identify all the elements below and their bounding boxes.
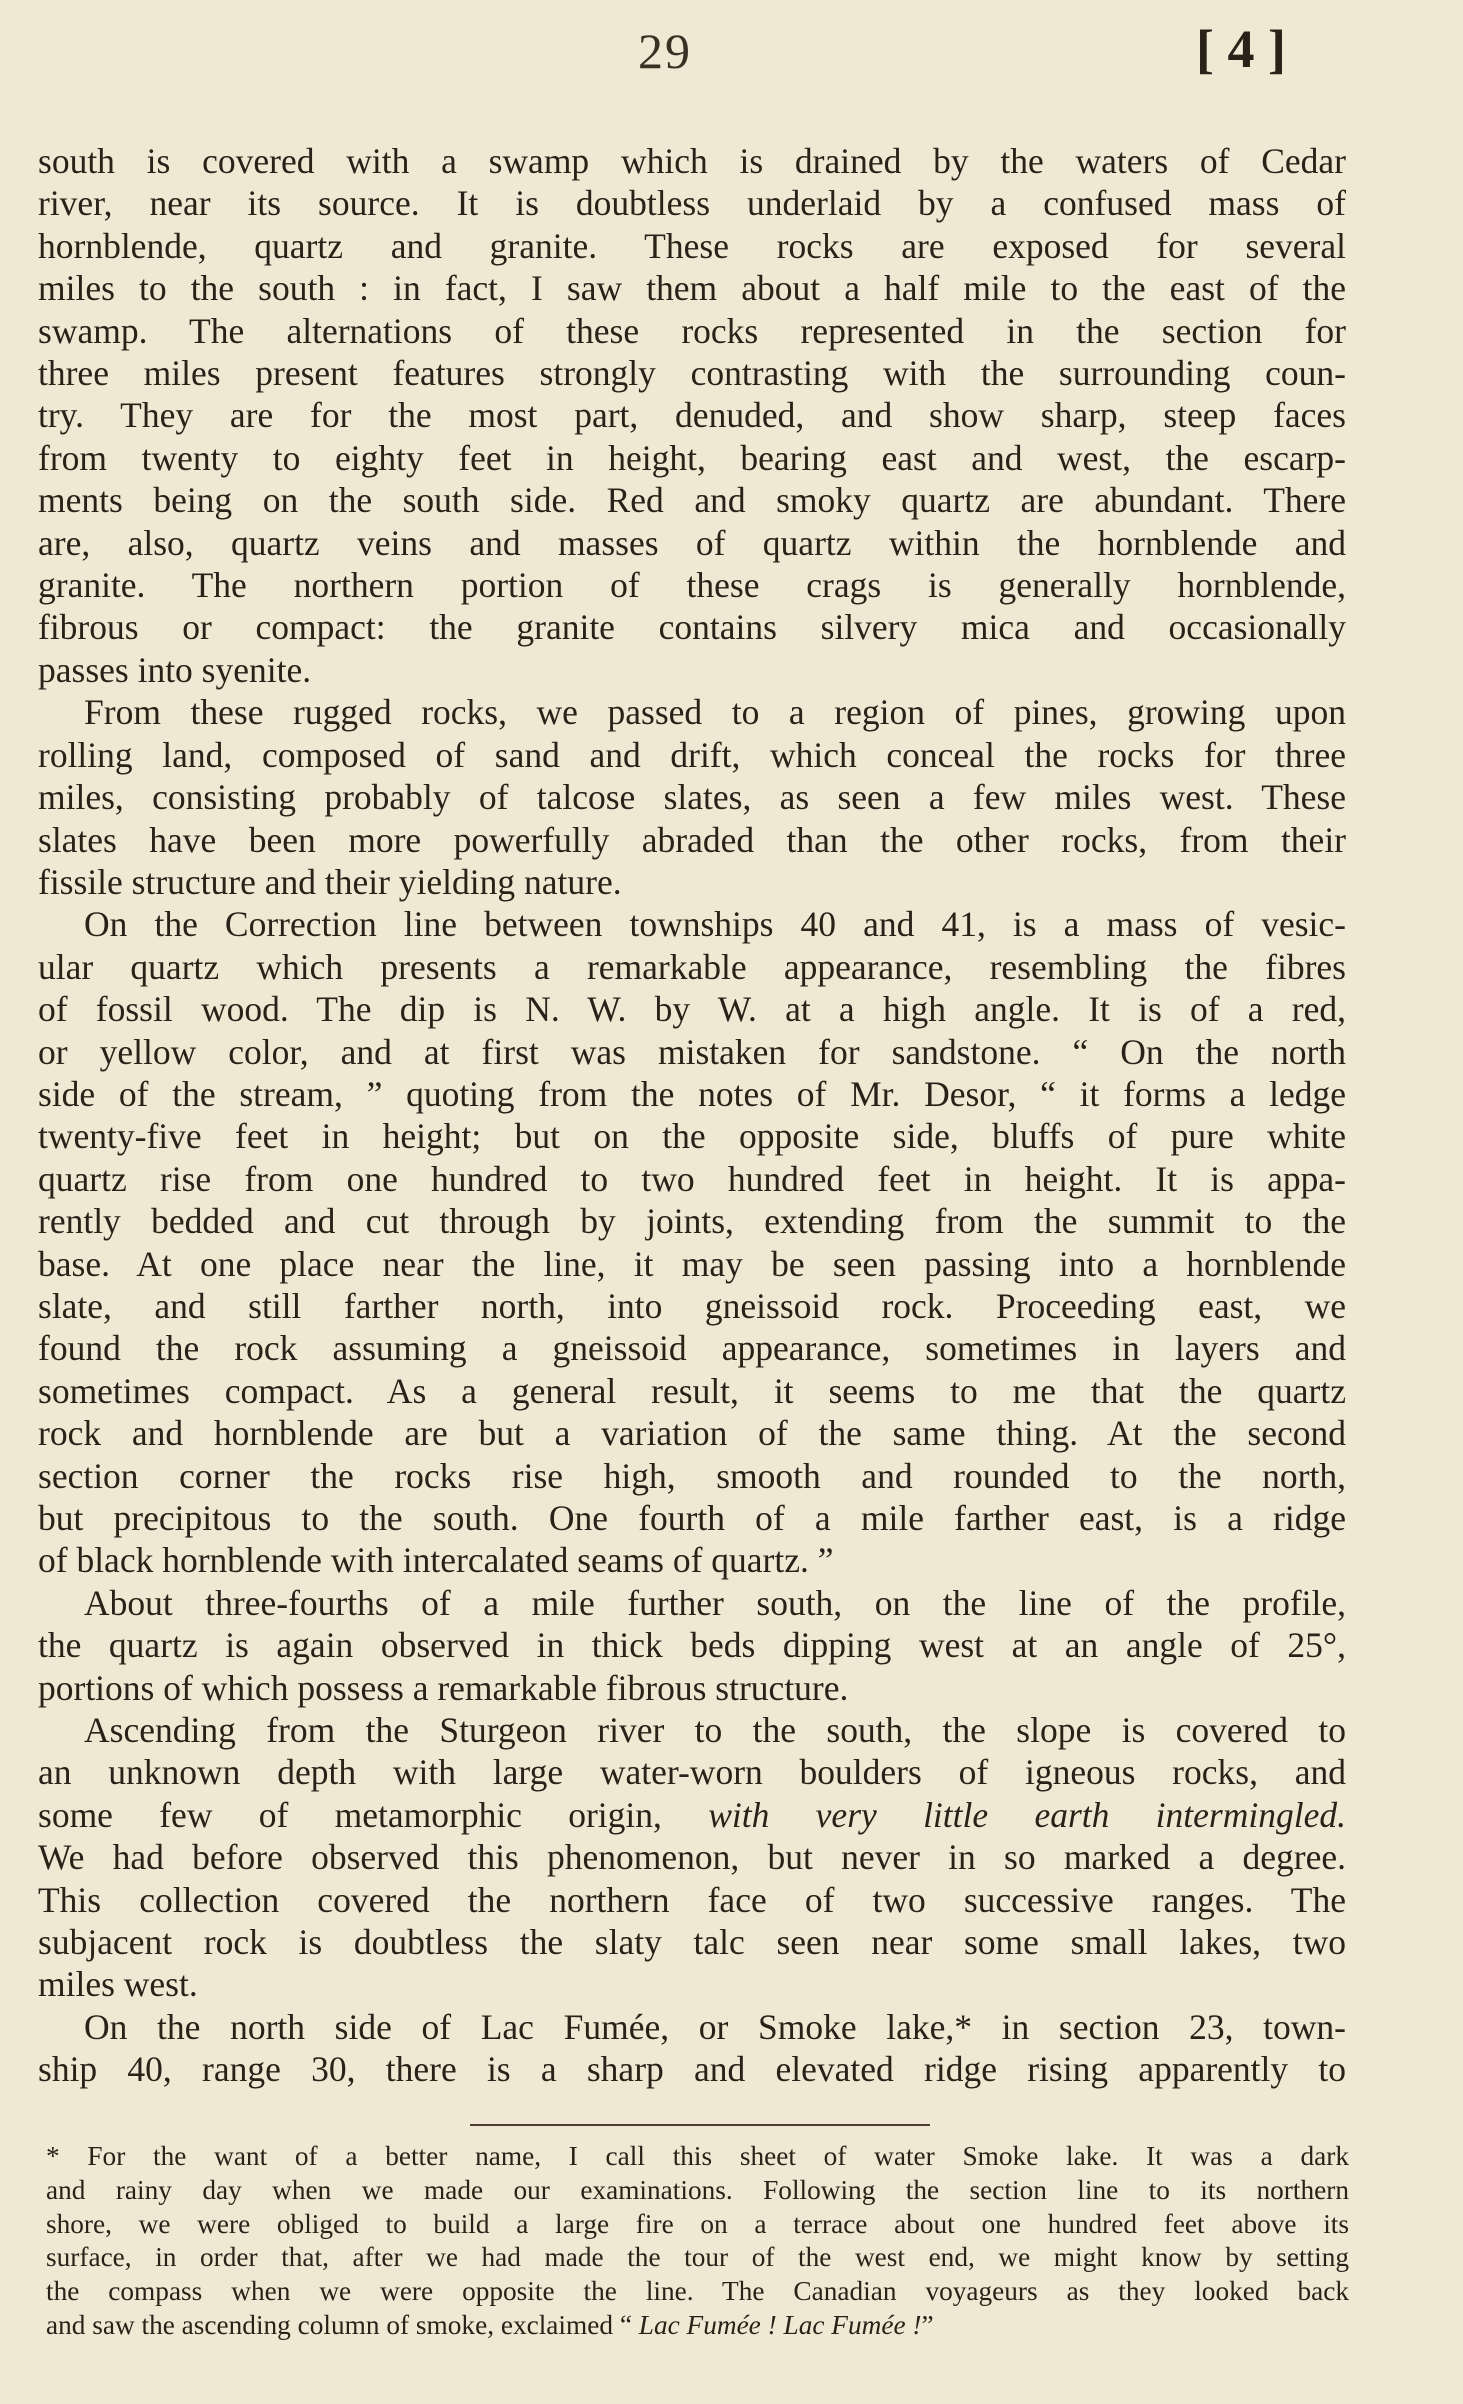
text-line: subjacent rock is doubtless the slaty talc seen near some small lakes, two bbox=[38, 1922, 1346, 1963]
text-line: from twenty to eighty feet in height, bearing east and west, the escarp- bbox=[38, 437, 1346, 478]
text-line: found the rock assuming a gneissoid appearance, sometimes in layers and bbox=[38, 1328, 1346, 1369]
text-line: three miles present features strongly contrasting with the surrounding coun- bbox=[38, 353, 1346, 394]
text-line bbox=[38, 1794, 1346, 1836]
text-line: Ascending from the Sturgeon river to the south, the slope is covered to bbox=[84, 1710, 1346, 1751]
text-line: rock and hornblende are but a variation of the same thing. At the second bbox=[38, 1413, 1346, 1454]
text-line: portions of which possess a remarkable fibrous structure. bbox=[38, 1667, 849, 1708]
text-line: slate, and still farther north, into gneissoid rock. Proceeding east, we bbox=[38, 1285, 1346, 1326]
text-line: On the Correction line between townships 40 and 41, is a mass of vesic- bbox=[84, 904, 1346, 945]
text-line: hornblende, quartz and granite. These rocks are exposed for several bbox=[38, 225, 1346, 266]
text-line: From these rugged rocks, we passed to a region of pines, growing upon bbox=[84, 692, 1346, 733]
sheet-mark: [ 4 ] bbox=[1196, 19, 1286, 79]
text-line: swamp. The alternations of these rocks represented in the section for bbox=[38, 310, 1346, 351]
text-line: of fossil wood. The dip is N. W. by W. at a high angle. It is of a red, bbox=[38, 989, 1346, 1030]
footnote-line: and rainy day when we made our examinations. Following the section line to its northern bbox=[46, 2174, 1349, 2205]
text-line: fissile structure and their yielding nature. bbox=[38, 861, 622, 902]
text-line: ments being on the south side. Red and smoky quartz are abundant. There bbox=[38, 480, 1346, 521]
text-line: twenty-five feet in height; but on the opposite side, bluffs of pure white bbox=[38, 1116, 1346, 1157]
text-line: base. At one place near the line, it may be seen passing into a hornblende bbox=[38, 1243, 1346, 1284]
footnote bbox=[46, 2140, 1349, 2343]
text-line: passes into syenite. bbox=[38, 649, 312, 690]
text-line: of black hornblende with intercalated seams of quartz. ” bbox=[38, 1540, 834, 1581]
text-line: rently bedded and cut through by joints, extending from the summit to the bbox=[38, 1201, 1346, 1242]
text-line: miles, consisting probably of talcose slates, as seen a few miles west. These bbox=[38, 777, 1346, 818]
text-line: We had before observed this phenomenon, but never in so marked a degree. bbox=[38, 1837, 1346, 1878]
text-segment: some few of metamorphic origin, bbox=[38, 1794, 709, 1835]
italic-phrase: with very little earth intermingled. bbox=[708, 1794, 1346, 1835]
text-line: On the north side of Lac Fumée, or Smoke lake,* in section 23, town- bbox=[84, 2006, 1346, 2047]
text-line: but precipitous to the south. One fourth of a mile farther east, is a ridge bbox=[38, 1498, 1346, 1538]
text-line: About three-fourths of a mile further south, on the line of the profile, bbox=[84, 1582, 1346, 1623]
footnote-line bbox=[46, 2309, 1349, 2343]
text-line: miles to the south : in fact, I saw them about a half mile to the east of the bbox=[38, 268, 1346, 309]
footnote-line: * For the want of a better name, I call this sheet of water Smoke lake. It was a dark bbox=[46, 2141, 1349, 2171]
text-segment: ” bbox=[921, 2309, 934, 2340]
page-header bbox=[0, 19, 1463, 92]
text-line: the quartz is again observed in thick beds dipping west at an angle of 25°, bbox=[38, 1625, 1346, 1666]
text-segment: and saw the ascending column of smoke, exclaimed “ bbox=[46, 2309, 639, 2340]
text-line: side of the stream, ” quoting from the notes of Mr. Desor, “ it forms a ledge bbox=[38, 1073, 1346, 1114]
text-line: fibrous or compact: the granite contains silvery mica and occasionally bbox=[38, 607, 1346, 648]
italic-phrase: Lac Fumée ! Lac Fumée ! bbox=[638, 2309, 922, 2340]
page-number: 29 bbox=[638, 23, 692, 79]
text-line: ship 40, range 30, there is a sharp and elevated ridge rising apparently to bbox=[38, 2049, 1346, 2090]
text-line: miles west. bbox=[38, 1964, 198, 2005]
text-line: are, also, quartz veins and masses of quartz within the hornblende and bbox=[38, 522, 1346, 563]
text-line: quartz rise from one hundred to two hundred feet in height. It is appa- bbox=[38, 1158, 1346, 1199]
text-line: This collection covered the northern face of two successive ranges. The bbox=[38, 1879, 1346, 1920]
footnote-rule bbox=[470, 2124, 930, 2126]
text-line: south is covered with a swamp which is drained by the waters of Cedar bbox=[38, 141, 1346, 181]
footnote-line: the compass when we were opposite the line. The Canadian voyageurs as they looked back bbox=[46, 2276, 1349, 2307]
text-line: river, near its source. It is doubtless underlaid by a confused mass of bbox=[38, 183, 1346, 224]
text-line: slates have been more powerfully abraded than the other rocks, from their bbox=[38, 819, 1346, 860]
text-line: an unknown depth with large water-worn boulders of igneous rocks, and bbox=[38, 1752, 1346, 1793]
text-line: ular quartz which presents a remarkable appearance, resembling the fibres bbox=[38, 946, 1346, 987]
body-text bbox=[38, 140, 1346, 2091]
footnote-line: shore, we were obliged to build a large fire on a terrace about one hundred feet above its bbox=[46, 2208, 1349, 2239]
text-line: or yellow color, and at first was mistaken for sandstone. “ On the north bbox=[38, 1031, 1346, 1072]
text-line: sometimes compact. As a general result, it seems to me that the quartz bbox=[38, 1370, 1346, 1411]
text-line: granite. The northern portion of these crags is generally hornblende, bbox=[38, 565, 1346, 606]
text-line: rolling land, composed of sand and drift, which conceal the rocks for three bbox=[38, 734, 1346, 775]
text-line: try. They are for the most part, denuded, and show sharp, steep faces bbox=[38, 395, 1346, 436]
footnote-line: surface, in order that, after we had made the tour of the west end, we might know by setting bbox=[46, 2242, 1349, 2273]
text-line: section corner the rocks rise high, smooth and rounded to the north, bbox=[38, 1455, 1346, 1496]
